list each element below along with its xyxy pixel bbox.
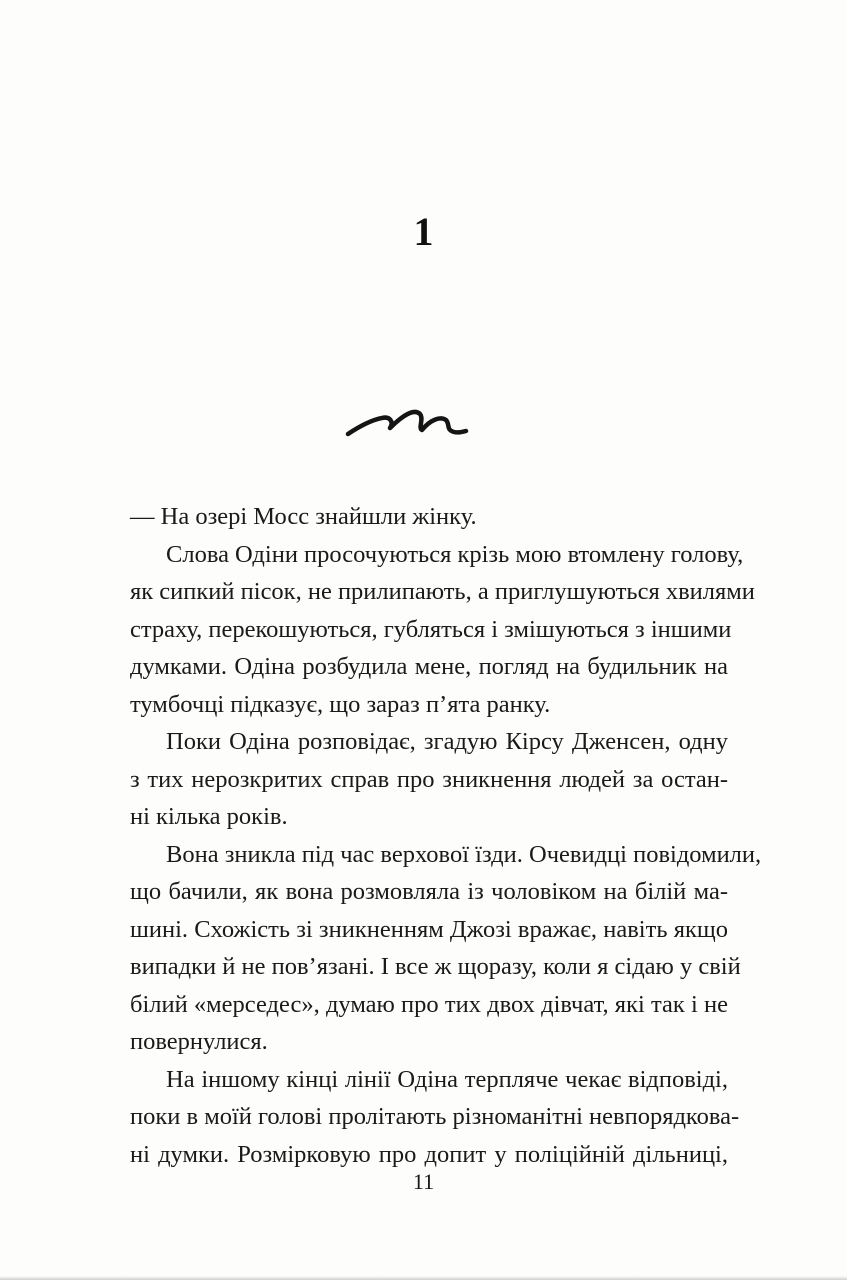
page-number: 11	[412, 1169, 435, 1194]
paragraph-3-line-2: з тих нерозкритих справ про зникнення людей за остан-	[130, 765, 728, 793]
wave-flourish-icon	[342, 398, 472, 448]
paragraph-1-line-1: — На озері Мосс знайшли жінку.	[130, 503, 477, 530]
paragraph-2-line-4: думками. Одіна розбудила мене, погляд на будильник на	[130, 653, 728, 680]
paragraph-3-line-1: Поки Одіна розповідає, згадую Кірсу Дженсен, одну	[166, 728, 728, 755]
paragraph-4-line-2: що бачили, як вона розмовляла із чоловіком на білій ма-	[130, 878, 728, 905]
paragraph-5-line-1: На іншому кінці лінії Одіна терпляче чекає відповіді,	[166, 1065, 728, 1093]
paragraph-4-line-3: шині. Схожість зі зникненням Джозі вражає, навіть якщо	[130, 915, 728, 943]
chapter-number: 1	[413, 209, 434, 254]
paragraph-4-line-5: білий «мерседес», думаю про тих двох дівчат, які так і не	[130, 990, 728, 1018]
page-bottom-edge	[0, 1276, 847, 1280]
paragraph-2-line-2: як сипкий пісок, не прилипають, а приглушуються хвилями	[130, 578, 755, 605]
paragraph-5-line-2: поки в моїй голові пролітають різноманітні невпорядкова-	[130, 1103, 740, 1130]
paragraph-2-line-5: тумбочці підказує, що зараз п’ята ранку.	[130, 690, 551, 718]
paragraph-2-line-3: страху, перекошуються, губляться і змішуються з іншими	[130, 615, 732, 643]
paragraph-2-line-1: Слова Одіни просочуються крізь мою втомлену голову,	[166, 540, 744, 568]
paragraph-5-line-3: ні думки. Розмірковую про допит у поліційній дільниці,	[130, 1140, 728, 1168]
paragraph-4-line-6: повернулися.	[130, 1028, 268, 1055]
paragraph-4-line-1: Вона зникла під час верхової їзди. Очевидці повідомили,	[166, 840, 762, 868]
paragraph-3-line-3: ні кілька років.	[130, 803, 288, 830]
paragraph-4-line-4: випадки й не пов’язані. І все ж щоразу, коли я сідаю у свій	[130, 953, 741, 980]
chapter-body-text	[130, 498, 762, 1173]
